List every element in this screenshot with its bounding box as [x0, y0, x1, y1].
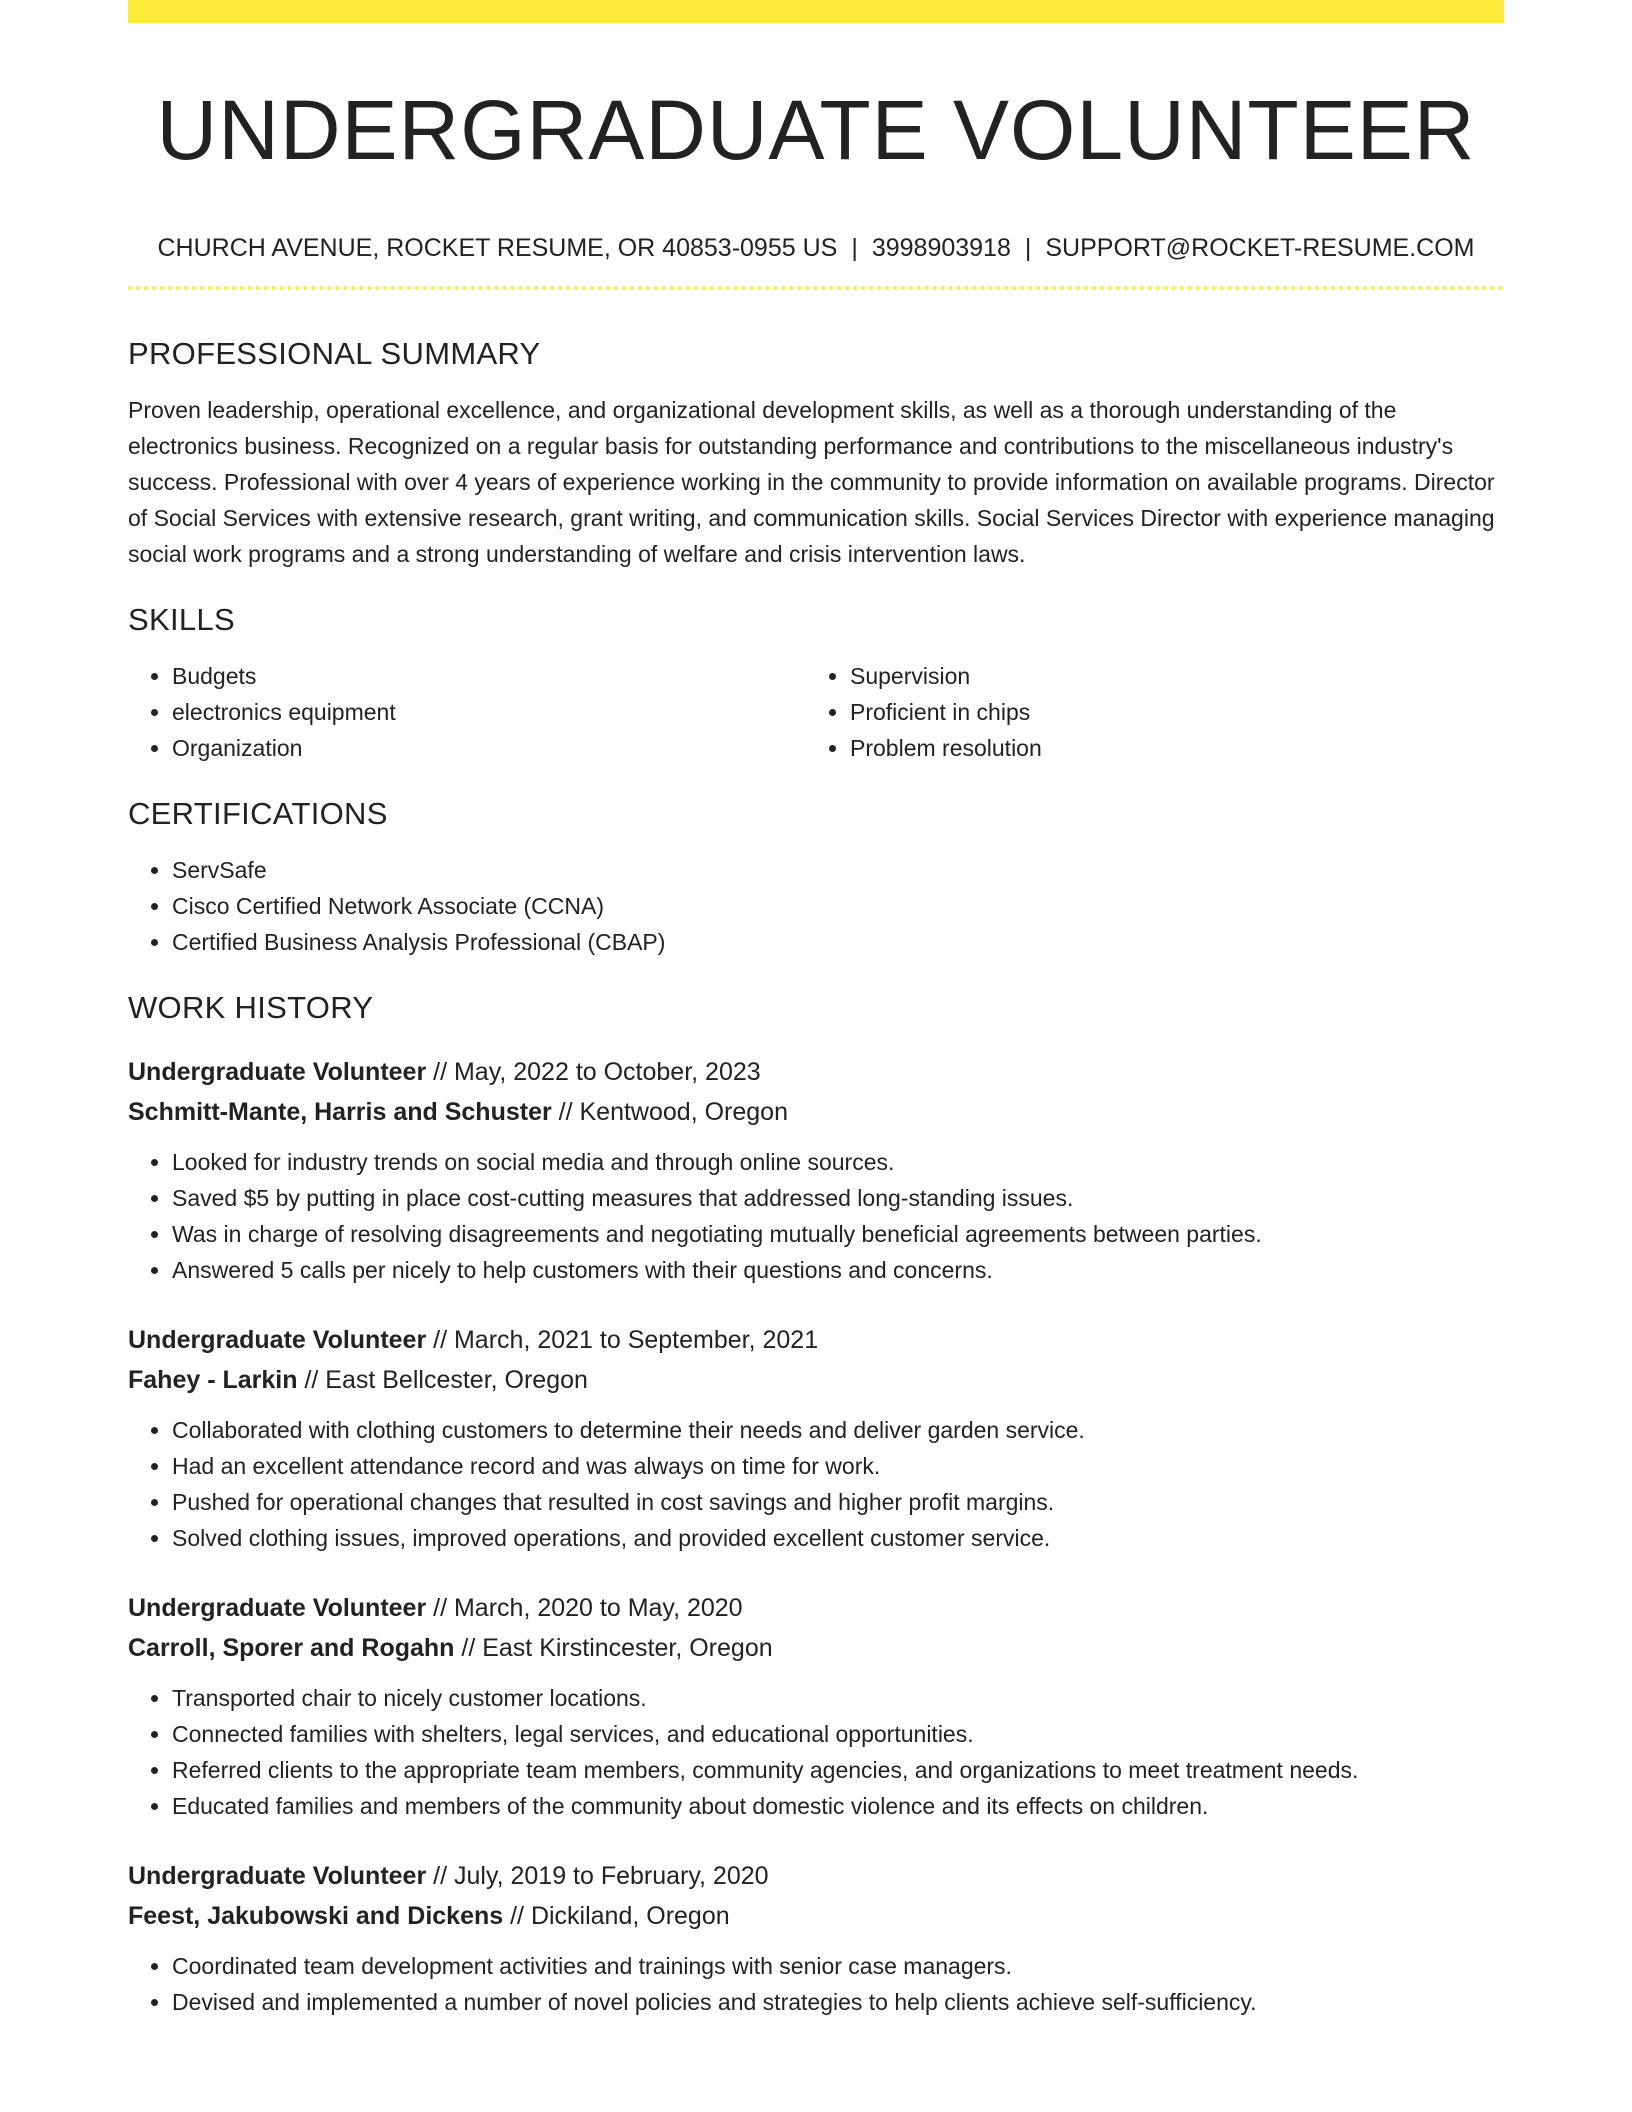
certification-item: • Certified Business Analysis Professional (CBAP)	[172, 924, 1504, 960]
job-title: Undergraduate Volunteer	[128, 1594, 427, 1622]
certification-item: • Cisco Certified Network Associate (CCNA)	[172, 888, 1504, 924]
job-company: Carroll, Sporer and Rogahn	[128, 1634, 455, 1662]
job-bullet: • Connected families with shelters, legal services, and educational opportunities.	[172, 1716, 1504, 1752]
skill-item: • Budgets	[172, 658, 806, 694]
job-bullets	[128, 1680, 1504, 1824]
skills-list-left	[128, 658, 806, 766]
job-bullet: • Answered 5 calls per nicely to help customers with their questions and concerns.	[172, 1252, 1504, 1288]
job-entry	[128, 1588, 1504, 1824]
contact-address: CHURCH AVENUE, ROCKET RESUME, OR 40853-0955 US	[157, 234, 838, 262]
summary-section	[128, 334, 1504, 572]
job-dates: // March, 2020 to May, 2020	[426, 1594, 743, 1622]
job-bullet: • Solved clothing issues, improved operations, and provided excellent customer service.	[172, 1520, 1504, 1556]
job-entry	[128, 1052, 1504, 1288]
job-bullet: • Pushed for operational changes that resulted in cost savings and higher profit margins.	[172, 1484, 1504, 1520]
skill-item: • Problem resolution	[850, 730, 1484, 766]
job-dates: // March, 2021 to September, 2021	[426, 1326, 819, 1354]
job-bullet: • Looked for industry trends on social media and through online sources.	[172, 1144, 1504, 1180]
job-company-line	[128, 1092, 1504, 1132]
contact-line	[128, 232, 1504, 264]
summary-text: Proven leadership, operational excellence, and organizational development skills, as well as a thorough understanding of the electronics business. Recognized on a regular basis for outstanding performance and contributions to the miscellaneous industry's success. Professional with over 4 years of experience working in the community to provide information on available programs. Director of Social Services with extensive research, grant writing, and communication skills. Social Services Director with experience managing social work programs and a strong understanding of welfare and crisis intervention laws.	[128, 397, 1495, 567]
job-bullets	[128, 1948, 1504, 2020]
job-company: Fahey - Larkin	[128, 1366, 298, 1394]
job-bullet: • Coordinated team development activities and trainings with senior case managers.	[172, 1948, 1504, 1984]
job-dates: // May, 2022 to October, 2023	[426, 1058, 761, 1086]
section-heading-skills: SKILLS	[128, 602, 235, 637]
job-dates: // July, 2019 to February, 2020	[426, 1862, 769, 1890]
job-bullet: • Was in charge of resolving disagreements and negotiating mutually beneficial agreements between parties.	[172, 1216, 1504, 1252]
skill-item: • electronics equipment	[172, 694, 806, 730]
job-bullets	[128, 1144, 1504, 1288]
job-location: // Kentwood, Oregon	[551, 1098, 788, 1126]
job-title: Undergraduate Volunteer	[128, 1058, 427, 1086]
job-title-line	[128, 1052, 1504, 1092]
job-company-line	[128, 1628, 1504, 1668]
section-heading-certifications: CERTIFICATIONS	[128, 796, 388, 831]
job-company-line	[128, 1360, 1504, 1400]
section-heading-work-history: WORK HISTORY	[128, 990, 374, 1025]
job-location: // East Kirstincester, Oregon	[454, 1634, 773, 1662]
contact-separator: |	[851, 234, 858, 262]
certifications-section	[128, 794, 1504, 960]
skills-list-right	[806, 658, 1484, 766]
job-bullet: • Had an excellent attendance record and was always on time for work.	[172, 1448, 1504, 1484]
skill-item: • Organization	[172, 730, 806, 766]
contact-email: SUPPORT@ROCKET-RESUME.COM	[1045, 234, 1475, 262]
job-bullet: • Devised and implemented a number of novel policies and strategies to help clients achieve self-sufficiency.	[172, 1984, 1504, 2020]
job-bullet: • Transported chair to nicely customer locations.	[172, 1680, 1504, 1716]
skill-item: • Supervision	[850, 658, 1484, 694]
job-bullet: • Saved $5 by putting in place cost-cutting measures that addressed long-standing issues.	[172, 1180, 1504, 1216]
job-bullet: • Referred clients to the appropriate team members, community agencies, and organizations to meet treatment needs.	[172, 1752, 1504, 1788]
work-history-section	[128, 988, 1504, 2020]
section-heading-summary: PROFESSIONAL SUMMARY	[128, 336, 541, 371]
job-bullet: • Collaborated with clothing customers to determine their needs and deliver garden service.	[172, 1412, 1504, 1448]
job-entry	[128, 1320, 1504, 1556]
job-company: Schmitt-Mante, Harris and Schuster	[128, 1098, 552, 1126]
job-bullets	[128, 1412, 1504, 1556]
dotted-divider	[128, 286, 1504, 290]
job-bullet: • Educated families and members of the community about domestic violence and its effects on children.	[172, 1788, 1504, 1824]
certification-item: • ServSafe	[172, 852, 1504, 888]
job-location: // Dickiland, Oregon	[503, 1902, 730, 1930]
contact-separator: |	[1024, 234, 1032, 262]
job-company: Feest, Jakubowski and Dickens	[128, 1902, 504, 1930]
skill-item: • Proficient in chips	[850, 694, 1484, 730]
job-title-line	[128, 1856, 1504, 1896]
contact-phone: 3998903918	[871, 234, 1011, 262]
certifications-list	[128, 852, 1504, 960]
resume-page	[128, 0, 1504, 2020]
job-company-line	[128, 1896, 1504, 1936]
job-title: Undergraduate Volunteer	[128, 1326, 427, 1354]
resume-name: UNDERGRADUATE VOLUNTEER	[156, 83, 1476, 177]
job-title-line	[128, 1588, 1504, 1628]
skills-section	[128, 600, 1504, 766]
job-location: // East Bellcester, Oregon	[297, 1366, 588, 1394]
job-entry	[128, 1856, 1504, 2020]
job-title: Undergraduate Volunteer	[128, 1862, 427, 1890]
skills-grid	[128, 658, 1504, 766]
job-title-line	[128, 1320, 1504, 1360]
